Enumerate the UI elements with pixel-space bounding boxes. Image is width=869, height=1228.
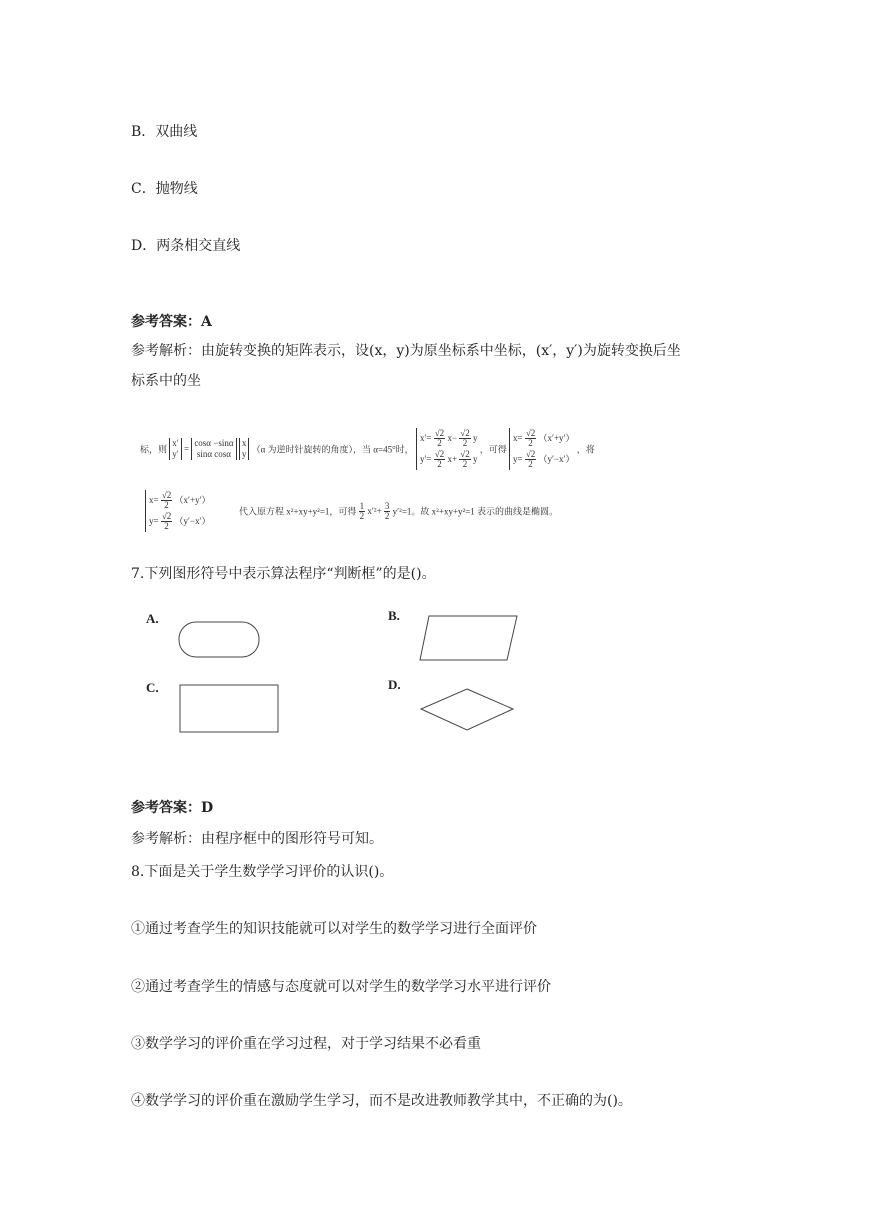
q7-label-b: B. xyxy=(388,608,400,623)
sys2-row2-end: （y′−x′） xyxy=(538,454,575,464)
sys1-row2-mid: x+ xyxy=(447,454,458,464)
formula2-row2-frac: $\frac{√2}{2}$ xyxy=(161,511,172,532)
sys1-row2-lhs: y′= xyxy=(419,454,432,464)
formula2-row2-lhs: y= xyxy=(149,516,159,526)
formula1-rot-row2: sinα cosα xyxy=(196,449,232,459)
q8-item-1: ①通过考查学生的知识技能就可以对学生的数学学习进行全面评价 xyxy=(131,921,537,937)
rectangle-shape-icon xyxy=(179,684,280,734)
sys2-row2-frac: $\frac{√2}{2}$ xyxy=(525,449,536,470)
parallelogram-shape-icon xyxy=(419,615,519,661)
formula1-prefix: 标，则 xyxy=(140,444,168,455)
formula2-half: $\frac{1}{2}$ xyxy=(359,500,365,521)
sys2-row1-frac: $\frac{√2}{2}$ xyxy=(525,428,536,449)
q8-question: 8.下面是关于学生数学学习评价的认识()。 xyxy=(131,864,394,880)
q7-label-a: A. xyxy=(146,611,159,626)
formula1-rot-row1: cosα −sinα xyxy=(194,438,234,448)
q7-label-c: C. xyxy=(146,680,159,695)
formula1-matrix-lhs xyxy=(169,438,181,460)
formula1-rhs-x: x xyxy=(241,438,247,448)
sys1-row1-frac-b: $\frac{√2}{2}$ xyxy=(460,428,470,449)
formula2-row2-end: （y′−x′） xyxy=(174,516,211,526)
formula1-system-2 xyxy=(509,428,575,470)
sys1-row2-frac-b: $\frac{√2}{2}$ xyxy=(460,449,470,470)
q6-answer: 参考答案：A xyxy=(131,314,212,330)
formula2-text-c: y′²=1。故 x²+xy+y²=1 表示的曲线是椭圆。 xyxy=(392,506,559,517)
formula2-system xyxy=(145,490,211,532)
formula2-three-halves: $\frac{3}{2}$ xyxy=(384,500,390,521)
option-c: C．抛物线 xyxy=(131,181,198,197)
formula1-note: （α 为逆时针旋转的角度），当 α=45°时， xyxy=(251,444,414,455)
formula1-end: ，将 xyxy=(576,444,595,455)
option-d: D．两条相交直线 xyxy=(131,238,241,254)
q8-item-2: ②通过考查学生的情感与态度就可以对学生的数学学习水平进行评价 xyxy=(131,979,551,995)
formula2-text-a: 代入原方程 x²+xy+y²=1，可得 xyxy=(239,506,357,517)
sys1-row2-frac-a: $\frac{√2}{2}$ xyxy=(434,449,445,470)
q8-item-4: ④数学学习的评价重在激励学生学习，而不是改进教师教学其中，不正确的为()。 xyxy=(131,1093,632,1109)
sys1-row1-lhs: x′= xyxy=(419,433,432,443)
sys2-row1-end: （x′+y′） xyxy=(538,433,575,443)
option-b: B．双曲线 xyxy=(131,124,198,140)
q6-analysis-line1: 参考解析：由旋转变换的矩阵表示，设(x，y)为原坐标系中坐标，(x′，y′)为旋转变换后坐 xyxy=(131,343,681,359)
formula1-system-1 xyxy=(416,428,478,470)
formula2-text-b: x′²+ xyxy=(367,506,382,516)
q8-item-3: ③数学学习的评价重在学习过程，对于学习结果不必看重 xyxy=(131,1036,481,1052)
q7-analysis: 参考解析：由程序框中的图形符号可知。 xyxy=(131,831,383,847)
q7-question: 7.下列图形符号中表示算法程序“判断框”的是()。 xyxy=(131,566,436,582)
formula1-mid: ，可得 xyxy=(479,444,507,455)
diamond-shape-icon xyxy=(420,688,515,732)
formula1-rhs-y: y xyxy=(241,449,247,459)
sys1-row1-mid: x− xyxy=(447,433,458,443)
formula1-matrix-rhs xyxy=(239,438,250,460)
q7-answer: 参考答案：D xyxy=(131,800,214,816)
sys1-row1-frac-a: $\frac{√2}{2}$ xyxy=(434,428,445,449)
q6-formula-2 xyxy=(145,490,558,538)
q6-analysis-line2: 标系中的坐 xyxy=(131,373,201,389)
formula1-matrix-rot xyxy=(191,438,236,460)
formula2-row1-frac: $\frac{√2}{2}$ xyxy=(161,490,172,511)
formula2-row1-end: （x′+y′） xyxy=(174,495,211,505)
sys1-row1-end: y xyxy=(472,433,478,443)
sys1-row2-end: y xyxy=(472,454,478,464)
formula1-lhs-y: y′ xyxy=(172,449,179,459)
terminal-shape-icon xyxy=(178,621,260,659)
formula1-lhs-x: x′ xyxy=(172,438,179,448)
sys2-row1-lhs: x= xyxy=(512,433,523,443)
q6-formula-1: 标，则 x′ y′ = cosα −sinα sinα cosα x y （α 为逆时针旋转的角度），当 α=45°时， x′= $\frac{√2}{2}$ x− $\frac{√2}{2}$ y y′= $\frac{√2}{2}$ x+ $\frac{√2}{2}$ y ，可得 x= $\frac{√2}{2}$ （x′+y′） y= $\frac{√2}{2}$ （y′−x′） ，将 xyxy=(140,428,595,470)
sys2-row2-lhs: y= xyxy=(512,454,523,464)
q7-label-d: D. xyxy=(388,677,401,692)
formula2-row1-lhs: x= xyxy=(149,495,159,505)
